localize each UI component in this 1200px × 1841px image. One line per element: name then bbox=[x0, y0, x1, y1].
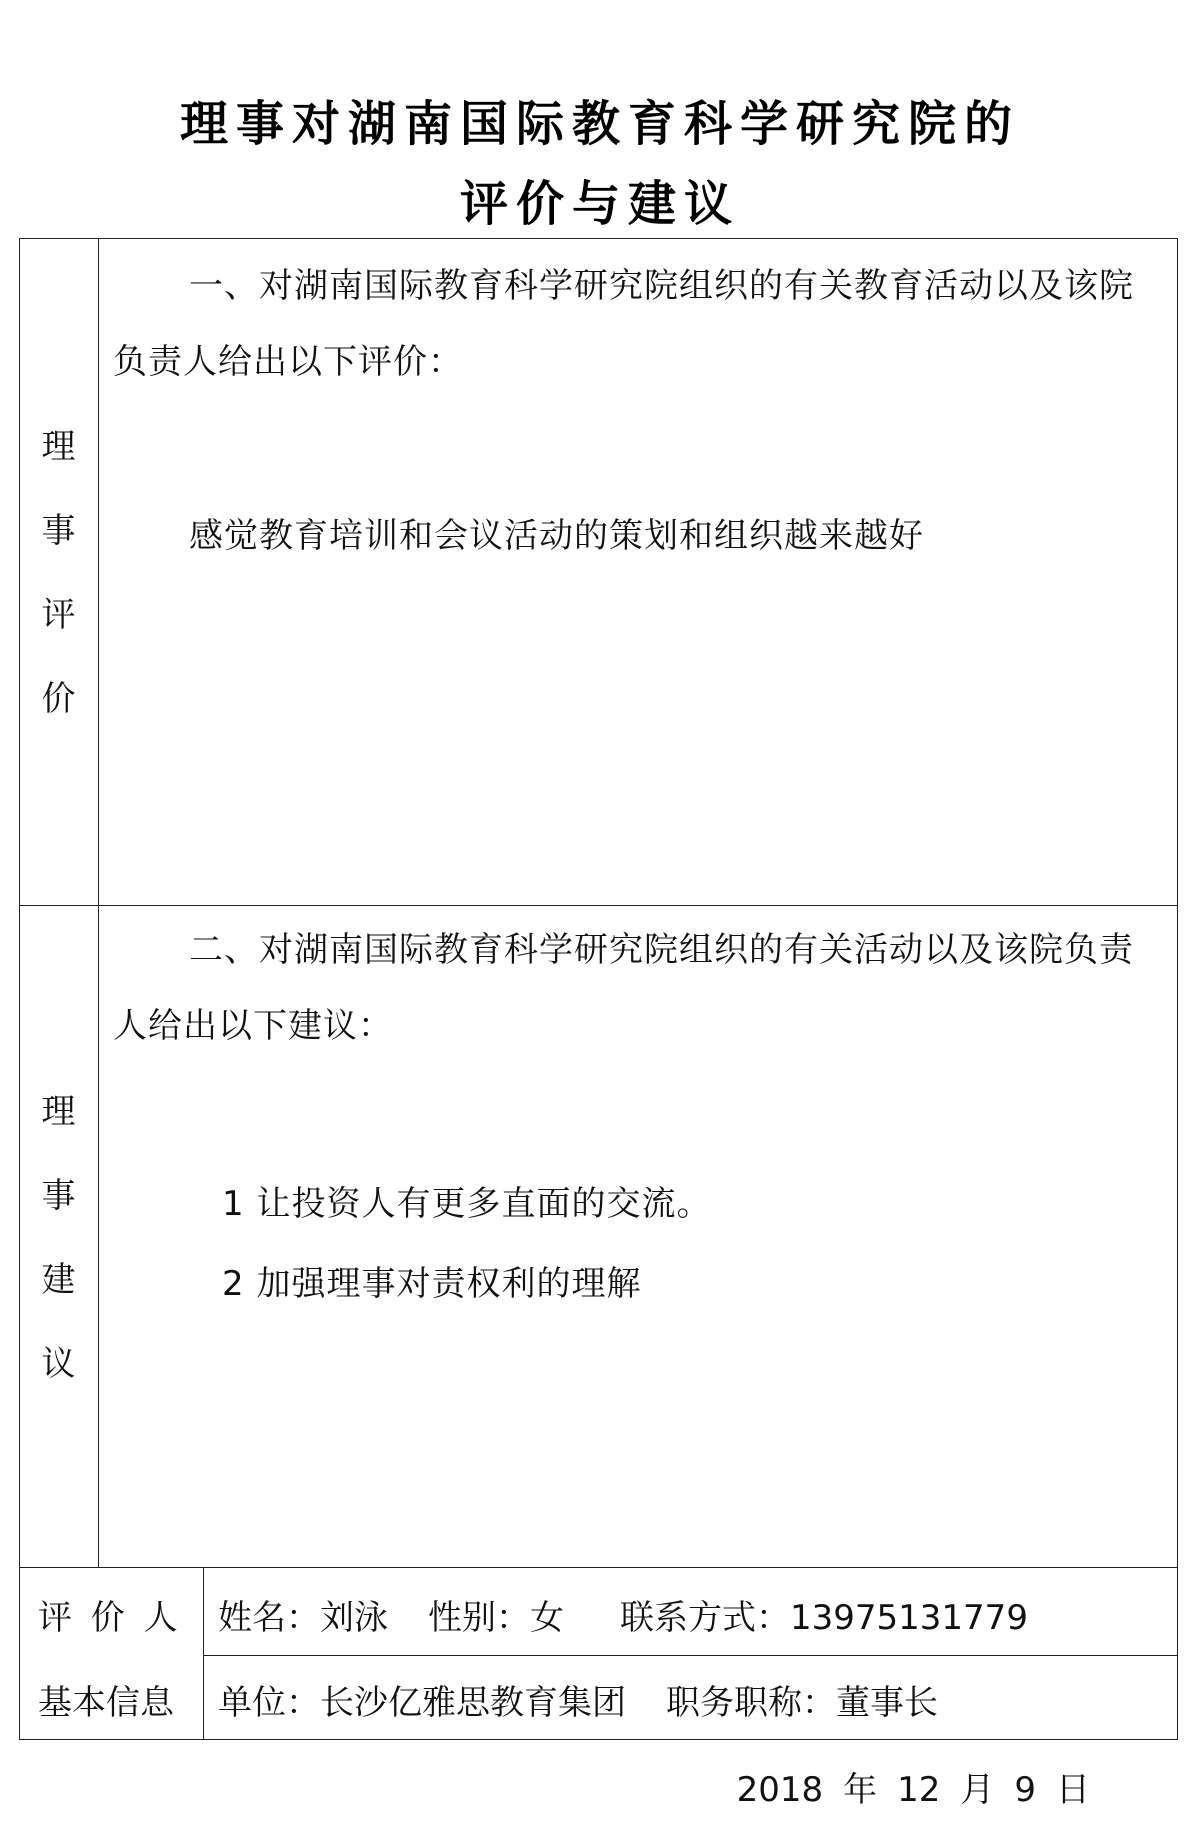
contact-value: 13975131779 bbox=[790, 1598, 1028, 1638]
section-divider-2 bbox=[19, 1567, 1178, 1568]
date-day-unit: 日 bbox=[1056, 1770, 1090, 1810]
date-month: 12 bbox=[897, 1770, 941, 1810]
date-year: 2018 bbox=[736, 1770, 824, 1810]
evaluation-label-char: 理 bbox=[41, 427, 76, 467]
evaluation-label-char: 价 bbox=[41, 679, 76, 719]
suggestion-item: 1 让投资人有更多直面的交流。 bbox=[222, 1184, 712, 1224]
evaluation-label-char: 评 bbox=[41, 595, 76, 635]
gender-value: 女 bbox=[530, 1598, 564, 1638]
suggestion-label-char: 事 bbox=[41, 1176, 76, 1216]
suggestion-item: 2 加强理事对责权利的理解 bbox=[222, 1264, 642, 1304]
suggestion-prompt: 二、对湖南国际教育科学研究院组织的有关活动以及该院负责人给出以下建议： bbox=[113, 930, 1134, 1046]
suggestion-label-char: 议 bbox=[41, 1344, 76, 1384]
evaluation-prompt: 一、对湖南国际教育科学研究院组织的有关教育活动以及该院负责人给出以下评价： bbox=[113, 266, 1134, 382]
date-month-unit: 月 bbox=[960, 1770, 995, 1810]
position-value: 董事长 bbox=[836, 1683, 938, 1723]
evaluator-info-row-1 bbox=[218, 1590, 1028, 1639]
signature-date bbox=[737, 1762, 1090, 1811]
page-subtitle: 评价与建议 bbox=[459, 176, 740, 232]
date-day: 9 bbox=[1014, 1770, 1036, 1810]
unit-value: 长沙亿雅思教育集团 bbox=[320, 1683, 626, 1723]
evaluation-label bbox=[19, 405, 98, 741]
unit-label: 单位： bbox=[218, 1683, 320, 1723]
name-label: 姓名： bbox=[218, 1598, 320, 1638]
position-label: 职务职称： bbox=[666, 1683, 836, 1723]
evaluator-label: 基本信息 bbox=[38, 1683, 174, 1723]
contact-label: 联系方式： bbox=[620, 1598, 790, 1638]
evaluation-content: 感觉教育培训和会议活动的策划和组织越来越好 bbox=[189, 516, 924, 556]
gender-label: 性别： bbox=[428, 1598, 530, 1638]
name-value: 刘泳 bbox=[320, 1598, 388, 1638]
info-row-divider bbox=[203, 1655, 1178, 1656]
evaluator-label: 评 价 人 bbox=[38, 1598, 182, 1638]
suggestion-label bbox=[19, 1070, 98, 1406]
evaluation-label-char: 事 bbox=[41, 511, 76, 551]
suggestion-label-char: 理 bbox=[41, 1092, 76, 1132]
evaluator-info-row-2 bbox=[218, 1675, 938, 1724]
section-divider-1 bbox=[19, 905, 1178, 906]
date-year-unit: 年 bbox=[843, 1770, 878, 1810]
label-column-divider bbox=[98, 238, 99, 1568]
info-column-divider bbox=[203, 1567, 204, 1740]
page-title: 理事对湖南国际教育科学研究院的 bbox=[179, 96, 1020, 152]
suggestion-label-char: 建 bbox=[41, 1260, 76, 1300]
